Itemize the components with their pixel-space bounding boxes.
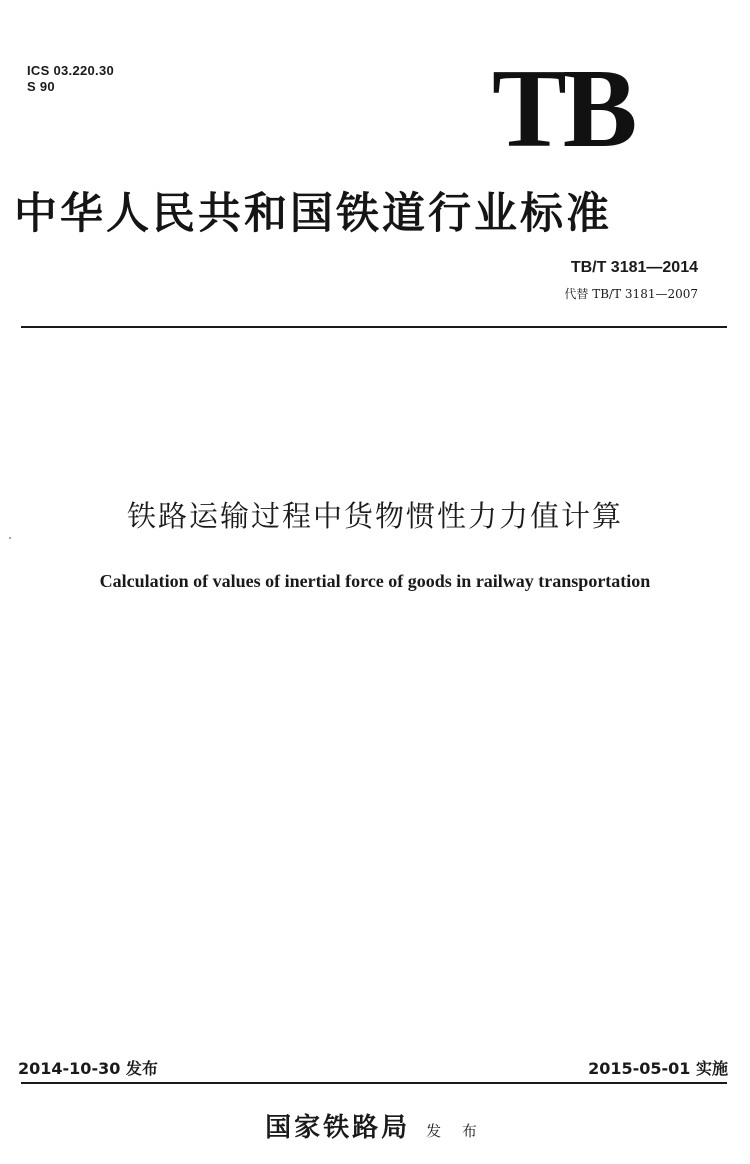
standard-classification-title: 中华人民共和国铁道行业标准 — [14, 189, 612, 239]
issuer-name: 国家铁路局 — [265, 1113, 411, 1143]
standard-number: TB/T 3181—2014 — [570, 259, 698, 276]
issuer-action: 发 布 — [426, 1122, 485, 1140]
scan-speck — [9, 537, 11, 539]
document-title-english: Calculation of values of inertial force of goods in railway transportation — [99, 571, 651, 591]
issuing-authority — [0, 1111, 750, 1148]
replaces-standard: 代替 TB/T 3181—2007 — [564, 287, 698, 301]
ics-classification — [27, 63, 114, 95]
document-title-chinese: 铁路运输过程中货物惯性力力值计算 — [126, 499, 623, 533]
ics-code: ICS 03.220.30 — [27, 63, 115, 78]
header-divider — [21, 326, 727, 328]
issue-date: 2014-10-30 发布 — [18, 1059, 158, 1078]
ccs-code: S 90 — [27, 79, 55, 94]
tb-logo-text: TB — [492, 47, 634, 171]
implementation-date: 2015-05-01 实施 — [588, 1059, 728, 1078]
footer-divider — [21, 1082, 727, 1084]
tb-logo — [492, 47, 662, 171]
